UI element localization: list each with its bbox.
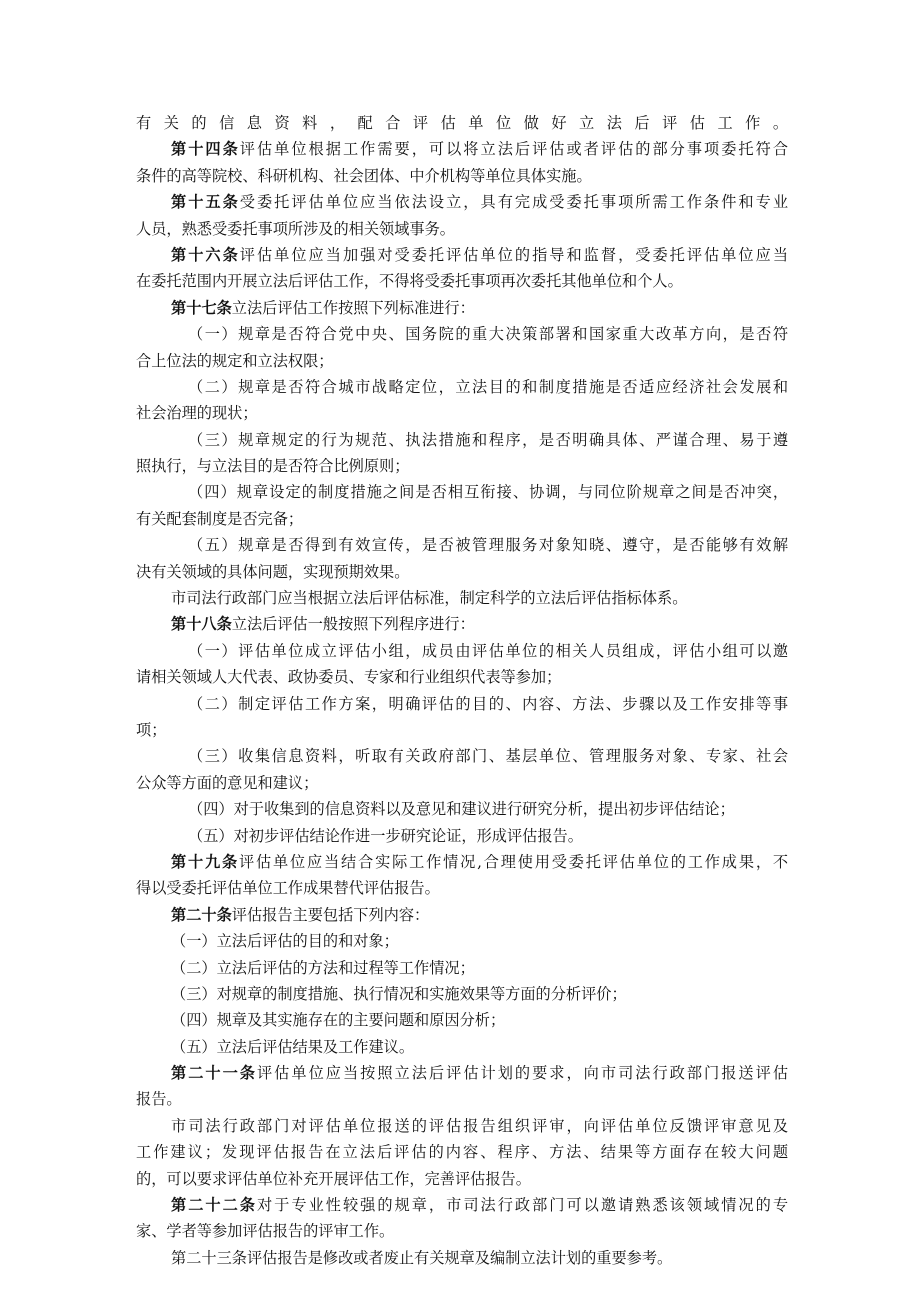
text-line: 请相关领域人大代表、政协委员、专家和行业组织代表等参加；: [136, 668, 562, 687]
text-line: 项；: [136, 720, 167, 739]
article-21: 第二十一条评估单位应当按照立法后评估计划的要求，向市司法行政部门报送评估: [171, 1064, 788, 1083]
article-18: 第十八条立法后评估一般按照下列程序进行：: [171, 615, 475, 634]
list-item: （二）立法后评估的方法和过程等工作情况；: [171, 958, 475, 977]
text-line: 工作建议；发现评估报告在立法后评估的内容、程序、方法、结果等方面存在较大问题: [136, 1143, 788, 1162]
article-label: 第十八条: [171, 615, 232, 634]
article-label: 第二十一条: [171, 1064, 257, 1083]
list-item: （一）立法后评估的目的和对象；: [171, 932, 399, 951]
article-23: 第二十三条评估报告是修改或者废止有关规章及编制立法计划的重要参考。: [171, 1248, 673, 1267]
article-14: 第十四条评估单位根据工作需要，可以将立法后评估或者评估的部分事项委托符合: [171, 140, 788, 159]
list-item: （四）规章及其实施存在的主要问题和原因分析；: [171, 1011, 506, 1030]
list-item: （二）规章是否符合城市战略定位，立法目的和制度措施是否适应经济社会发展和: [188, 377, 788, 396]
text-line: 社会治理的现状；: [136, 404, 258, 423]
article-label: 第二十二条: [171, 1196, 257, 1215]
article-22: 第二十二条对于专业性较强的规章，市司法行政部门可以邀请熟悉该领域情况的专: [171, 1196, 788, 1215]
document-page: [136, 110, 788, 1271]
text-line: 有关配套制度是否完备；: [136, 509, 304, 528]
article-17: 第十七条立法后评估工作按照下列标准进行：: [171, 298, 475, 317]
list-item: （三）对规章的制度措施、执行情况和实施效果等方面的分析评价；: [171, 984, 627, 1003]
text-line: 市司法行政部门应当根据立法后评估标准，制定科学的立法后评估指标体系。: [171, 589, 688, 608]
text-line: 报告。: [136, 1090, 182, 1109]
text-line: 家、学者等参加评估报告的评审工作。: [136, 1222, 395, 1241]
list-item: （三）规章规定的行为规范、执法措施和程序，是否明确具体、严谨合理、易于遵: [188, 430, 788, 449]
list-item: （二）制定评估工作方案，明确评估的目的、内容、方法、步骤以及工作安排等事: [188, 694, 788, 713]
text-line: 的，可以要求评估单位补充开展评估工作，完善评估报告。: [136, 1169, 531, 1188]
article-label: 第十四条: [171, 140, 240, 159]
list-item: （一）评估单位成立评估小组，成员由评估单位的相关人员组成，评估小组可以邀: [188, 641, 788, 660]
list-item: （五）规章是否得到有效宣传，是否被管理服务对象知晓、遵守，是否能够有效解: [188, 536, 788, 555]
text-line: 照执行，与立法目的是否符合比例原则；: [136, 457, 410, 476]
text-line: 得以受委托评估单位工作成果替代评估报告。: [136, 879, 440, 898]
text-line: 条件的高等院校、科研机构、社会团体、中介机构等单位具体实施。: [136, 166, 592, 185]
text-line: 人员，熟悉受委托事项所涉及的相关领域事务。: [136, 219, 455, 238]
text-line: 决有关领域的具体问题，实现预期效果。: [136, 562, 410, 581]
article-label: 第十七条: [171, 298, 232, 317]
article-label: 第十六条: [171, 245, 240, 264]
text-line: 合上位法的规定和立法权限；: [136, 351, 334, 370]
article-label: 第二十条: [171, 905, 232, 924]
text-line: 公众等方面的意见和建议；: [136, 773, 319, 792]
list-item: （五）立法后评估结果及工作建议。: [171, 1037, 414, 1056]
text-line: 在委托范围内开展立法后评估工作，不得将受委托事项再次委托其他单位和个人。: [136, 272, 683, 291]
text-line: 市司法行政部门对评估单位报送的评估报告组织评审，向评估单位反馈评审意见及: [171, 1116, 788, 1135]
list-item: （一）规章是否符合党中央、国务院的重大决策部署和国家重大改革方向，是否符: [188, 325, 788, 344]
list-item: （四）规章设定的制度措施之间是否相互衔接、协调，与同位阶规章之间是否冲突，: [188, 483, 788, 502]
article-16: 第十六条评估单位应当加强对受委托评估单位的指导和监督，受委托评估单位应当: [171, 245, 788, 264]
text-line: 有关的信息资料，配合评估单位做好立法后评估工作。: [136, 114, 788, 132]
list-item: （四）对于收集到的信息资料以及意见和建议进行研究分析，提出初步评估结论；: [188, 800, 735, 819]
article-label: 第十九条: [171, 852, 240, 871]
article-15: 第十五条受委托评估单位应当依法设立，具有完成受委托事项所需工作条件和专业: [171, 193, 788, 212]
article-20: 第二十条评估报告主要包括下列内容：: [171, 905, 430, 924]
article-19: 第十九条评估单位应当结合实际工作情况,合理使用受委托评估单位的工作成果，不: [171, 852, 788, 871]
list-item: （五）对初步评估结论作进一步研究论证，形成评估报告。: [188, 826, 583, 845]
article-label: 第十五条: [171, 193, 240, 212]
list-item: （三）收集信息资料，听取有关政府部门、基层单位、管理服务对象、专家、社会: [188, 747, 788, 766]
